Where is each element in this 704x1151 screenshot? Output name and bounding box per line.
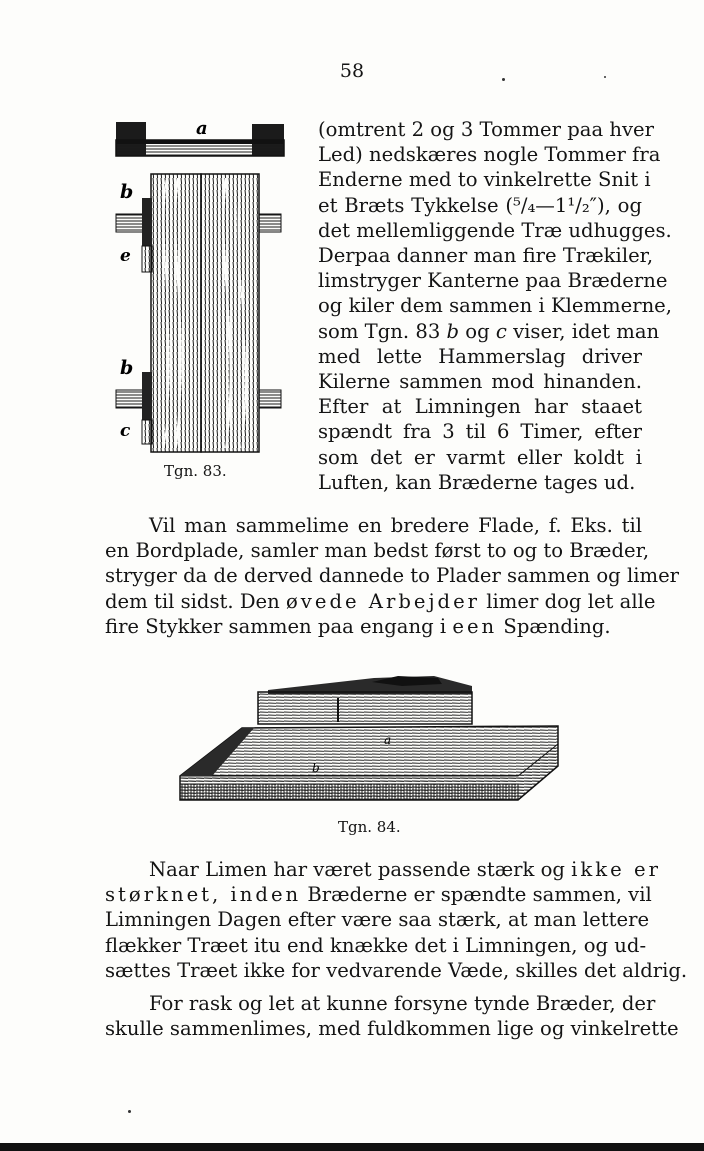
right-column-text (318, 117, 673, 495)
figure-83-label-b-top: b (120, 181, 134, 203)
print-speck (502, 78, 505, 81)
figure-84-caption: Tgn. 84. (338, 818, 401, 836)
board (180, 726, 558, 800)
print-speck (128, 1110, 131, 1113)
scan-edge-bar (0, 1143, 704, 1151)
text-line: Derpaa danner man fire Trækiler, (318, 244, 654, 268)
figure-84-label-a: a (384, 733, 392, 747)
text-line: det mellemliggende Træ udhugges. (318, 218, 672, 242)
text-line: Kilerne sammen mod hinanden. (318, 370, 642, 394)
text-line: Limningen Dagen efter være saa stærk, at man lettere (105, 908, 650, 932)
paragraph-1 (105, 513, 680, 639)
paragraph-3 (105, 991, 679, 1041)
text-line: spændt fra 3 til 6 Timer, efter (318, 420, 642, 444)
page-number: 58 (339, 60, 365, 82)
text-line: Led) nedskæres nogle Tommer fra (318, 143, 661, 167)
figure-83-clamp-illustration (108, 118, 288, 463)
figure-84-label-b: b (312, 761, 320, 775)
text-line: dem til sidst. Den øvede Arbejder limer dog let alle (105, 589, 656, 613)
figure-83-caption: Tgn. 83. (164, 462, 227, 480)
text-line-tgn83-reference: som Tgn. 83 b og c viser, idet man (318, 319, 660, 343)
text-line: en Bordplade, samler man bedst først to og to Bræder, (105, 539, 650, 563)
text-line: et Bræts Tykkelse (⁵/₄—1¹/₂″), og (318, 193, 642, 217)
text-line: skulle sammenlimes, med fuldkommen lige og vinkelrette (105, 1017, 679, 1041)
text-line: Naar Limen har været passende stærk og ikke er (149, 858, 661, 881)
text-line: størknet, inden Bræderne er spændte sammen, vil (105, 883, 652, 907)
text-line: som det er varmt eller koldt i (318, 445, 642, 469)
glued-boards (151, 174, 259, 452)
plane (258, 676, 472, 724)
text-line: limstryger Kanterne paa Bræderne (318, 269, 668, 293)
text-line: og kiler dem sammen i Klemmerne, (318, 294, 673, 318)
text-line: Efter at Limningen har staaet (318, 395, 642, 419)
text-line: sættes Træet ikke for vedvarende Væde, skilles det aldrig. (105, 958, 688, 982)
text-line: fire Stykker sammen paa engang i een Spænding. (105, 614, 611, 638)
figure-83-label-e: e (120, 246, 131, 266)
text-line: flækker Træet itu end knække det i Limningen, og ud- (105, 933, 647, 957)
text-line: For rask og let at kunne forsyne tynde Bræder, der (149, 992, 656, 1015)
figure-83-label-b-bottom: b (120, 357, 134, 379)
paragraph-2 (105, 857, 688, 983)
text-line: Vil man sammelime en bredere Flade, f. Eks. til (149, 514, 642, 537)
figure-83-label-c: c (120, 421, 131, 441)
figure-84-plane-on-board-illustration (172, 672, 566, 804)
print-speck (604, 76, 606, 78)
text-line: med lette Hammerslag driver (318, 344, 642, 368)
text-line: stryger da de derved dannede to Plader sammen og limer (105, 564, 680, 588)
text-line: Enderne med to vinkelrette Snit i (318, 168, 651, 192)
figure-83-label-a: a (196, 118, 208, 139)
text-line: Luften, kan Bræderne tages ud. (318, 470, 636, 494)
text-line: (omtrent 2 og 3 Tommer paa hver (318, 118, 655, 141)
